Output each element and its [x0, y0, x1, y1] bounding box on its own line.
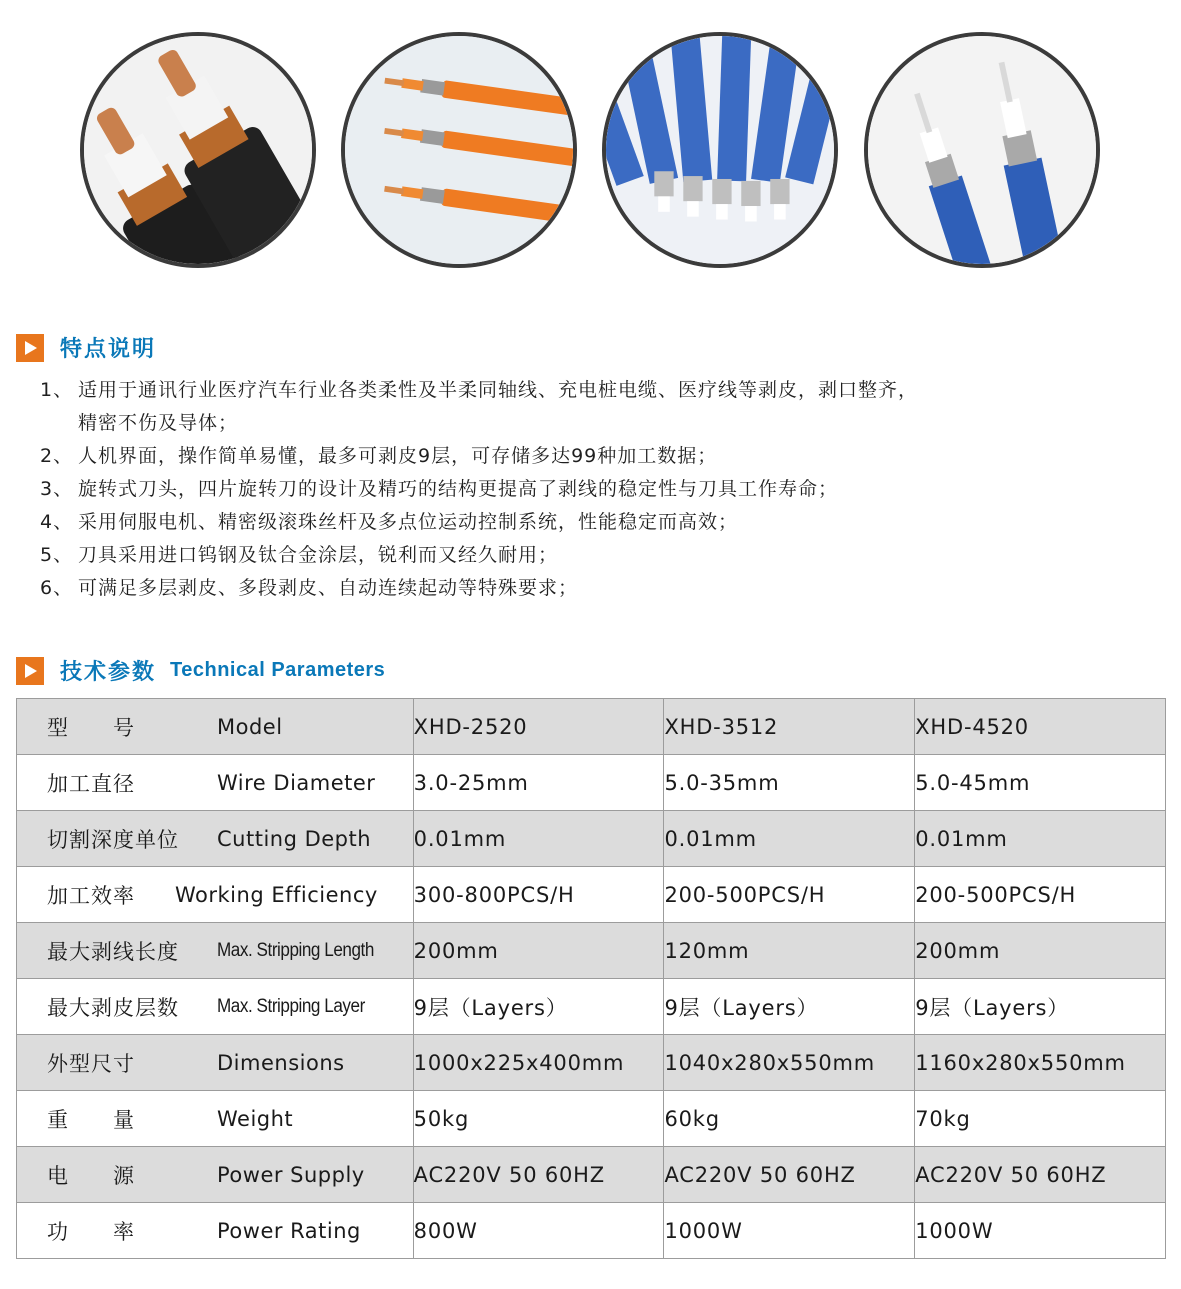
param-value-cell: 0.01mm: [664, 811, 915, 867]
param-label-zh: 切割深度单位: [47, 827, 179, 852]
features-title: 特点说明: [60, 337, 157, 362]
params-title-en: Technical Parameters: [170, 659, 386, 681]
table-row: [17, 1147, 1166, 1203]
param-label-en: Cutting Depth: [217, 826, 372, 851]
param-label-zh: 功 率: [47, 1219, 135, 1244]
play-arrow-icon: [16, 334, 44, 362]
param-value-cell: 1040x280x550mm: [664, 1035, 915, 1091]
table-row: [17, 979, 1166, 1035]
param-label-cell: [17, 1091, 414, 1147]
param-value-cell: AC220V 50 60HZ: [413, 1147, 664, 1203]
list-item: 3、 旋转式刀头，四片旋转刀的设计及精巧的结构更提高了剥线的稳定性与刀具工作寿命；: [40, 478, 839, 500]
param-value-cell: 70kg: [915, 1091, 1166, 1147]
list-item: 1、 适用于通讯行业医疗汽车行业各类柔性及半柔同轴线、充电桩电缆、医疗线等剥皮，剥口整齐， 精密不伤及导体；: [40, 379, 919, 434]
param-value-cell: 5.0-35mm: [664, 755, 915, 811]
param-label-en: Max. Stripping Length: [217, 939, 374, 961]
param-value-cell: 9层（Layers）: [664, 979, 915, 1035]
param-value-cell: 120mm: [664, 923, 915, 979]
param-value-cell: XHD-4520: [915, 699, 1166, 755]
orange-cable-photo: [341, 32, 577, 268]
param-value-cell: 9层（Layers）: [915, 979, 1166, 1035]
play-arrow-icon: [16, 657, 44, 685]
param-label-en: Max. Stripping Layer: [217, 995, 365, 1017]
param-value-cell: 9层（Layers）: [413, 979, 664, 1035]
coax-cable-photo: [80, 32, 316, 268]
features-heading: [16, 332, 156, 363]
param-label-zh: 重 量: [47, 1107, 135, 1132]
param-value-cell: 200-500PCS/H: [915, 867, 1166, 923]
table-row: [17, 699, 1166, 755]
param-value-cell: 0.01mm: [915, 811, 1166, 867]
param-value-cell: 1000W: [664, 1203, 915, 1259]
product-photos: [0, 0, 1181, 300]
param-value-cell: 800W: [413, 1203, 664, 1259]
params-table: [16, 698, 1166, 1259]
param-value-cell: 1000W: [915, 1203, 1166, 1259]
param-label-en: Working Efficiency: [175, 882, 378, 907]
blue-coax-bundle-photo: [602, 32, 838, 268]
param-value-cell: 60kg: [664, 1091, 915, 1147]
param-label-cell: [17, 1035, 414, 1091]
list-item: 4、 采用伺服电机、精密级滚珠丝杆及多点位运动控制系统，性能稳定而高效；: [40, 511, 739, 533]
param-label-cell: [17, 1147, 414, 1203]
param-value-cell: 200-500PCS/H: [664, 867, 915, 923]
param-value-cell: XHD-3512: [664, 699, 915, 755]
table-row: [17, 923, 1166, 979]
params-title-zh: 技术参数: [60, 660, 157, 685]
param-value-cell: AC220V 50 60HZ: [664, 1147, 915, 1203]
features-list: [40, 374, 1160, 605]
table-row: [17, 811, 1166, 867]
param-value-cell: 0.01mm: [413, 811, 664, 867]
param-label-cell: [17, 867, 414, 923]
param-label-en: Wire Diameter: [217, 770, 376, 795]
param-label-zh: 最大剥线长度: [47, 939, 179, 964]
param-label-en: Power Supply: [217, 1162, 365, 1187]
param-label-zh: 电 源: [47, 1163, 135, 1188]
param-label-en: Model: [217, 714, 283, 739]
param-value-cell: 50kg: [413, 1091, 664, 1147]
param-label-cell: [17, 755, 414, 811]
param-label-zh: 加工直径: [47, 771, 135, 796]
param-value-cell: 1160x280x550mm: [915, 1035, 1166, 1091]
param-label-cell: [17, 923, 414, 979]
param-value-cell: 300-800PCS/H: [413, 867, 664, 923]
param-label-zh: 外型尺寸: [47, 1051, 135, 1076]
params-heading: [16, 655, 385, 686]
param-label-en: Power Rating: [217, 1218, 361, 1243]
param-value-cell: 5.0-45mm: [915, 755, 1166, 811]
list-item: 2、 人机界面，操作简单易懂，最多可剥皮9层，可存储多达99种加工数据；: [40, 445, 718, 467]
param-label-cell: [17, 699, 414, 755]
table-row: [17, 755, 1166, 811]
table-row: [17, 867, 1166, 923]
param-label-cell: [17, 979, 414, 1035]
list-item: 5、 刀具采用进口钨钢及钛合金涂层，锐利而又经久耐用；: [40, 544, 559, 566]
list-item: 6、 可满足多层剥皮、多段剥皮、自动连续起动等特殊要求；: [40, 577, 579, 599]
param-label-en: Weight: [217, 1106, 294, 1131]
table-row: [17, 1203, 1166, 1259]
param-label-zh: 型 号: [47, 715, 135, 740]
param-label-zh: 最大剥皮层数: [47, 995, 179, 1020]
param-value-cell: 200mm: [915, 923, 1166, 979]
param-label-cell: [17, 1203, 414, 1259]
param-label-en: Dimensions: [217, 1050, 345, 1075]
param-value-cell: XHD-2520: [413, 699, 664, 755]
param-value-cell: 200mm: [413, 923, 664, 979]
param-label-cell: [17, 811, 414, 867]
param-value-cell: AC220V 50 60HZ: [915, 1147, 1166, 1203]
table-row: [17, 1035, 1166, 1091]
param-value-cell: 3.0-25mm: [413, 755, 664, 811]
param-value-cell: 1000x225x400mm: [413, 1035, 664, 1091]
blue-coax-pair-photo: [864, 32, 1100, 268]
param-label-zh: 加工效率: [47, 883, 135, 908]
table-row: [17, 1091, 1166, 1147]
